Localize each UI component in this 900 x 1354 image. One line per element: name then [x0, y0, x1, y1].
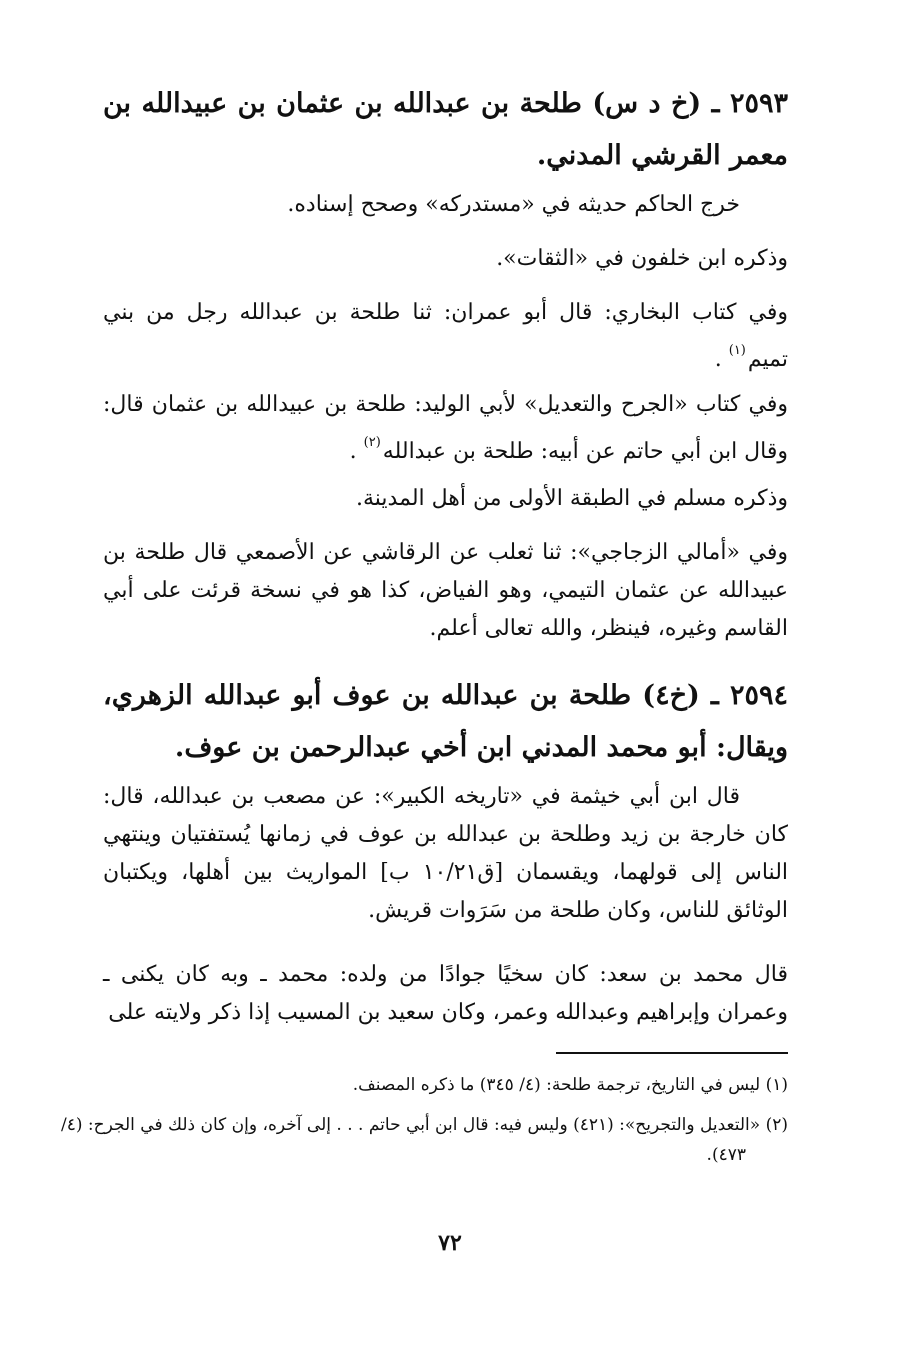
paragraph-text: وفي كتاب البخاري: قال أبو عمران: ثنا طلحة بن عبدالله رجل من بني تميم	[103, 300, 788, 372]
footnote-ref: (٢)	[363, 435, 381, 450]
paragraph	[103, 386, 788, 471]
paragraph: وذكره مسلم في الطبقة الأولى من أهل المدينة.	[356, 486, 788, 511]
page-number: ٧٢	[438, 1230, 462, 1256]
paragraph	[103, 294, 788, 379]
punctuation: .	[714, 347, 722, 372]
footnote-separator	[556, 1052, 788, 1054]
paragraph: وذكره ابن خلفون في «الثقات».	[496, 246, 788, 271]
paragraph: قال محمد بن سعد: كان سخيًا جوادًا من ولده: محمد ـ وبه كان يكنى ـ وعمران وإبراهيم وعبدالله وعمر، وكان سعيد بن المسيب إذا ذكر ولايته على	[103, 962, 788, 1025]
footnote-ref: (١)	[728, 343, 746, 358]
footnote-2: (٢) «التعديل والتجريح»: (٤٢١) وليس فيه: قال ابن أبي حاتم . . . إلى آخره، وإن كان ذلك في الجرح: (٤/ ٤٧٣).	[61, 1115, 788, 1165]
paragraph: قال ابن أبي خيثمة في «تاريخه الكبير»: عن مصعب بن عبدالله، قال: كان خارجة بن زيد وطلحة بن عبدالله بن عوف في زمانها يُستفتيان وينتهي الناس إلى قولهما، ويقسمان [ق١٠/٢١ ب] المواريث بين أهلها، ويكتبان الوثائق للناس، وكان طلحة من سَرَوات قريش.	[103, 784, 789, 923]
entry-heading-2593: ٢٥٩٣ ـ (خ د س) طلحة بن عبدالله بن عثمان بن عبيدالله بن معمر القرشي المدني.	[103, 88, 788, 171]
paragraph: وفي «أمالي الزجاجي»: ثنا ثعلب عن الرقاشي عن الأصمعي قال طلحة بن عبيدالله عن عثمان التيمي، وهو الفياض، كذا هو في نسخة قرئت على أبي القاسم وغيره، فينظر، والله تعالى أعلم.	[103, 540, 788, 641]
punctuation: .	[349, 439, 357, 464]
paragraph-text: وفي كتاب «الجرح والتعديل» لأبي الوليد: طلحة بن عبيدالله بن عثمان قال: وقال ابن أبي حاتم عن أبيه: طلحة بن عبدالله	[103, 392, 788, 464]
entry-heading-2594: ٢٥٩٤ ـ (خ٤) طلحة بن عبدالله بن عوف أبو عبدالله الزهري، ويقال: أبو محمد المدني ابن أخي عبدالرحمن بن عوف.	[103, 680, 788, 763]
footnote-1: (١) ليس في التاريخ، ترجمة طلحة: (٤/ ٣٤٥) ما ذكره المصنف.	[352, 1075, 788, 1095]
paragraph: خرج الحاكم حديثه في «مستدركه» وصحح إسناده.	[287, 192, 740, 217]
